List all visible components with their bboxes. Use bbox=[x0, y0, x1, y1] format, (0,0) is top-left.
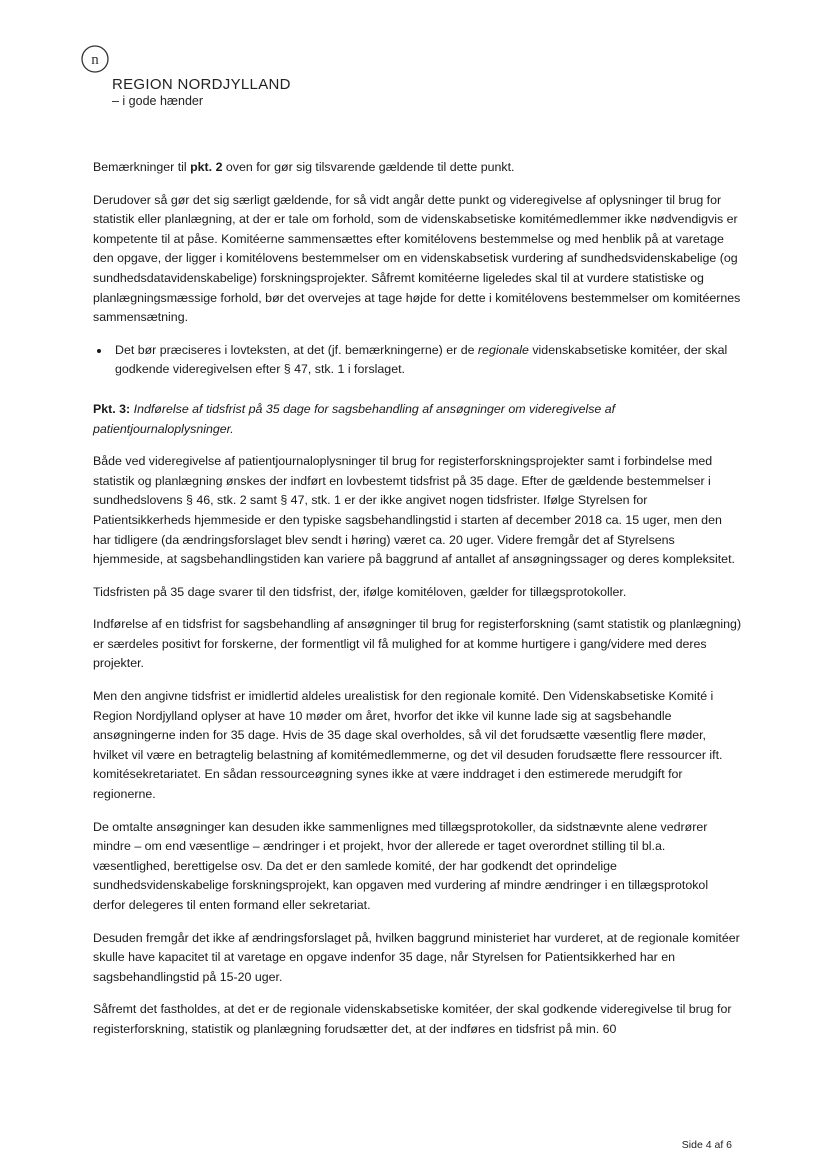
paragraph-1: Bemærkninger til pkt. 2 oven for gør sig tilsvarende gældende til dette punkt. bbox=[93, 160, 515, 174]
paragraph-6: Men den angivne tidsfrist er imidlertid aldeles urealistisk for den regionale komité. Den Videnskabsetiske Komité i Region Nordjylland oplyser at have 10 møder om året, hvorfor det ikke vil kunne lade sig at sagsbehandle ansøgningerne inden for 35 dage. Hvis de 35 dage skal overholdes, så vil det forudsætte væsentlig flere møder, hvilket vil være en betragtelig belastning af komitémedlemmerne, og det vil desuden forudsætte flere ressourcer ift. komitésekretariatet. En sådan ressourceøgning synes ikke at være inddraget i den estimerede merudgift for regionerne. bbox=[93, 689, 723, 802]
region-logo-mark bbox=[80, 44, 110, 74]
bullet-list bbox=[93, 341, 743, 380]
paragraph-2: Derudover så gør det sig særligt gældende, for så vidt angår dette punkt og videregivelse af oplysninger til brug for statistik eller planlægning, at der er tale om forhold, som de videnskabsetiske komitémedlemmer ikke nødvendigvis er kompetente til at påse. Komitéerne sammensættes efter komitélovens bestemmelse og med henblik på at varetage den opgave, der ligger i komitélovens bestemmelser om en videnskabsetisk vurdering af sundhedsvidenskabelige (og sundhedsdatavidenskabelige) forskningsprojekter. Såfremt komitéerne ligeledes skal til at vurdere statistiske og planlægningsmæssige forhold, bør det overvejes at tage højde for dette i komitélovens bestemmelser om komitéernes sammensætning. bbox=[93, 192, 741, 325]
logo-mark-letter: n bbox=[91, 52, 99, 68]
page-number: Side 4 af 6 bbox=[681, 1139, 732, 1151]
section-heading-pkt-3: Pkt. 3: Indførelse af tidsfrist på 35 dage for sagsbehandling af ansøgninger om videregivelse af patientjournaloplysninger. bbox=[93, 401, 616, 436]
paragraph-5: Indførelse af en tidsfrist for sagsbehandling af ansøgninger til brug for registerforskning (samt statistik og planlægning) er særdeles positivt for forskerne, der formentligt vil få mulighed for at komme hurtigere i gang/videre med deres projekter. bbox=[93, 617, 742, 671]
paragraph-4: Tidsfristen på 35 dage svarer til den tidsfrist, der, ifølge komitéloven, gælder for tillægsprotokoller. bbox=[93, 584, 627, 599]
document-body bbox=[93, 158, 743, 1053]
paragraph-7: De omtalte ansøgninger kan desuden ikke sammenlignes med tillægsprotokoller, da sidstnævnte alene vedrører mindre – om end væsentlige – ændringer i et projekt, hvor der allerede er taget overordnet stilling til bl.a. væsentlighed, berettigelse osv. Da det er den samlede komité, der har godkendt det oprindelige sundhedsvidenskabelige forskningsprojekt, kan opgaven med vurdering af mindre ændringer i en tillægsprotokol derfor delegeres til enten formand eller sekretariat. bbox=[93, 819, 709, 912]
pkt-2-reference: pkt. 2 bbox=[190, 160, 223, 174]
paragraph-3: Både ved videregivelse af patientjournaloplysninger til brug for registerforskningsprojekter samt i forbindelse med statistik og planlægning ønskes der indført en lovbestemt tidsfrist på 35 dage. Efter de gældende bestemmelser i sundhedslovens § 46, stk. 2 samt § 47, stk. 1 er der ikke angivet nogen tidsfrister. Ifølge Styrelsen for Patientsikkerheds hjemmeside er den typiske sagsbehandlingstid i starten af december 2018 ca. 15 uger, men den har tidligere (da ændringsforslaget blev sendt i høring) været ca. 20 uger. Videre fremgår det af Styrelsens hjemmeside, at sagsbehandlingstiden kan variere på baggrund af antallet af ansøgningssager og deres kompleksitet. bbox=[93, 454, 735, 567]
paragraph-8: Desuden fremgår det ikke af ændringsforslaget på, hvilken baggrund ministeriet har vurderet, at de regionale komitéer skulle have kapacitet til at varetage en opgave indenfor 35 dage, når Styrelsen for Patientsikkerhed har en sagsbehandlingstid på 15-20 uger. bbox=[93, 930, 740, 984]
logo-name: REGION NORDJYLLAND bbox=[112, 76, 291, 93]
logo-tagline: – i gode hænder bbox=[112, 94, 204, 108]
paragraph-9: Såfremt det fastholdes, at det er de regionale videnskabsetiske komitéer, der skal godkende videregivelse til brug for registerforskning, statistik og planlægning forudsætter det, at der indføres en tidsfrist på min. 60 bbox=[93, 1002, 732, 1036]
bullet-item: • Det bør præciseres i lovteksten, at det (jf. bemærkningerne) er de regionale videnskabsetiske komitéer, der skal godkende videregivelsen efter § 47, stk. 1 i forslaget. bbox=[111, 341, 743, 380]
